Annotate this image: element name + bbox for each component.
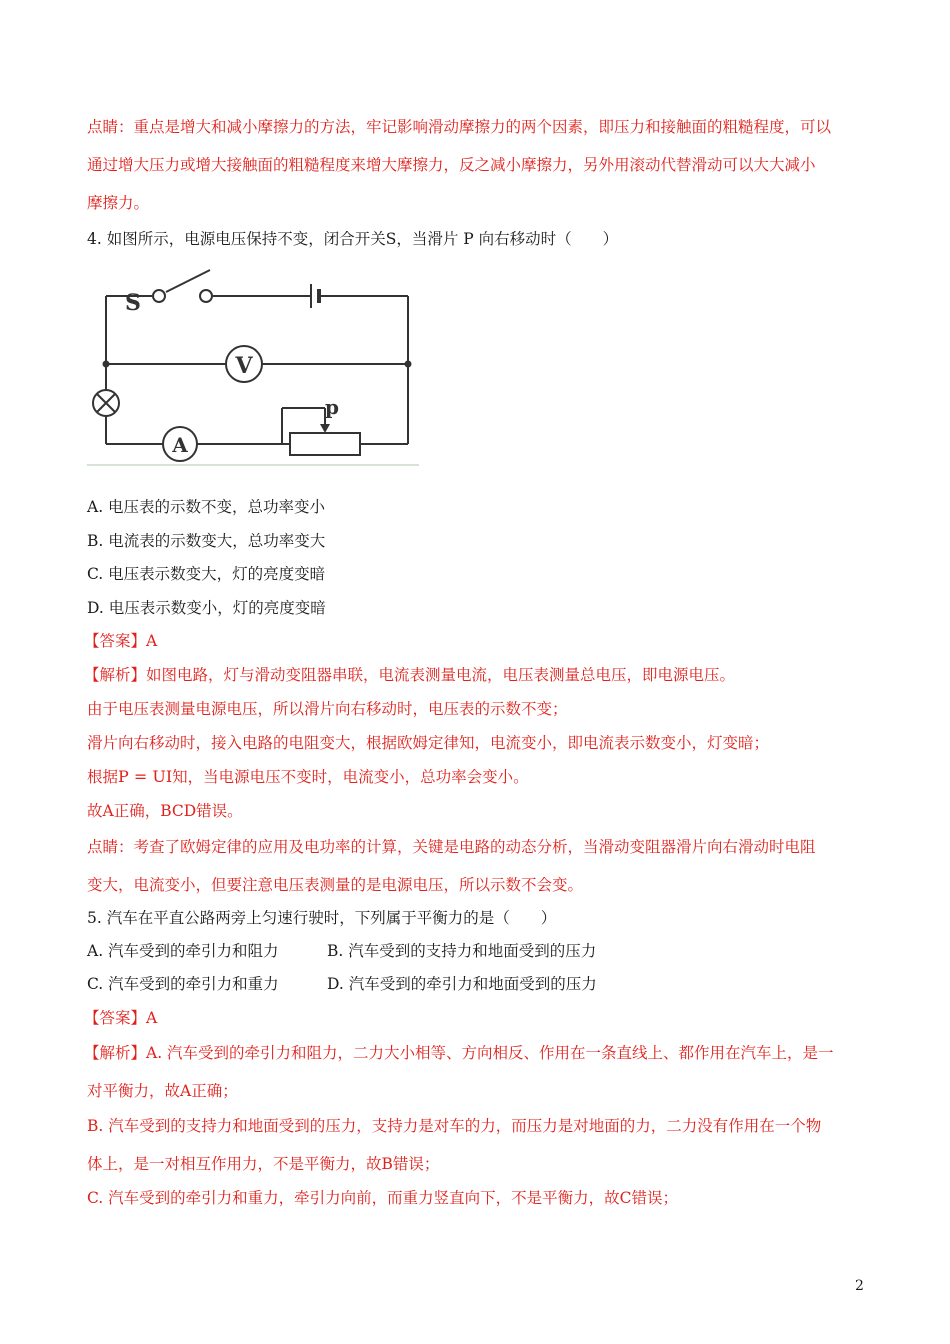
junction-dot-left xyxy=(103,361,110,368)
q4-analysis-line-3: 滑片向右移动时，接入电路的电阻变大，根据欧姆定律知，电流变小，即电流表示数变小，灯变暗； xyxy=(87,734,770,752)
q4-conclusion: 故A正确，BCD错误。 xyxy=(87,802,243,820)
q5-analysis-line-3: B. 汽车受到的支持力和地面受到的压力，支持力是对车的力，而压力是对地面的力，二力没有作用在一个物 xyxy=(87,1117,822,1135)
q4-tip-line-2: 变大，电流变小，但要注意电压表测量的是电源电压，所以示数不会变。 xyxy=(87,876,584,894)
q4-tip-line-1: 点睛：考查了欧姆定律的应用及电功率的计算，关键是电路的动态分析，当滑动变阻器滑片向右滑动时电阻 xyxy=(87,838,816,856)
slider-label: p xyxy=(325,395,339,419)
q5-option-d: D. 汽车受到的牵引力和地面受到的压力 xyxy=(327,975,597,993)
q5-analysis-line-4: 体上，是一对相互作用力，不是平衡力，故B错误； xyxy=(87,1155,440,1173)
q5-analysis-line-2: 对平衡力，故A正确； xyxy=(87,1082,238,1100)
switch-contact-right xyxy=(200,290,212,302)
junction-dot-right xyxy=(405,361,412,368)
switch-label: S xyxy=(125,290,141,316)
formula-suffix: 知，当电源电压不变时，电流变小，总功率会变小。 xyxy=(172,768,529,786)
q5-stem: 5. 汽车在平直公路两旁上匀速行驶时，下列属于平衡力的是（ ） xyxy=(87,909,557,927)
q5-analysis-line-5: C. 汽车受到的牵引力和重力，牵引力向前，而重力竖直向下，不是平衡力，故C错误； xyxy=(87,1189,679,1207)
q4-answer: 【答案】A xyxy=(84,632,158,650)
q4-analysis-line-2: 由于电压表测量电源电压，所以滑片向右移动时，电压表的示数不变； xyxy=(87,700,568,718)
q5-analysis-line-1: 【解析】A. 汽车受到的牵引力和阻力，二力大小相等、方向相反、作用在一条直线上、都作用在汽车上，是一 xyxy=(84,1044,834,1062)
ammeter-label: A xyxy=(172,433,188,457)
q4-stem: 4. 如图所示，电源电压保持不变，闭合开关S，当滑片 P 向右移动时（ ） xyxy=(87,230,619,248)
q5-option-b: B. 汽车受到的支持力和地面受到的压力 xyxy=(327,942,597,960)
q4-option-a: A. 电压表的示数不变，总功率变小 xyxy=(87,498,326,516)
tip-q3-line-1: 点睛：重点是增大和减小摩擦力的方法，牢记影响滑动摩擦力的两个因素，即压力和接触面的粗糙程度，可以 xyxy=(87,118,832,136)
tip-q3-line-3: 摩擦力。 xyxy=(87,194,150,212)
q4-analysis-line-1: 【解析】如图电路，灯与滑动变阻器串联，电流表测量电流，电压表测量总电压，即电源电压。 xyxy=(84,666,736,684)
q4-option-d: D. 电压表示数变小，灯的亮度变暗 xyxy=(87,599,326,617)
battery-icon xyxy=(311,284,319,308)
q5-option-a: A. 汽车受到的牵引力和阻力 xyxy=(87,942,279,960)
q4-option-b: B. 电流表的示数变大，总功率变大 xyxy=(87,532,326,550)
power-formula: P = UI xyxy=(118,767,173,786)
formula-prefix: 根据 xyxy=(87,768,119,786)
q4-analysis-line-4 xyxy=(87,766,529,788)
lamp-icon xyxy=(93,390,119,416)
circuit-diagram xyxy=(87,256,423,470)
rheostat-icon xyxy=(290,433,360,455)
slider-arrow-icon xyxy=(320,424,330,433)
q5-option-c: C. 汽车受到的牵引力和重力 xyxy=(87,975,279,993)
voltmeter-label: V xyxy=(235,353,253,379)
page-number: 2 xyxy=(855,1278,864,1294)
q4-option-c: C. 电压表示数变大，灯的亮度变暗 xyxy=(87,565,326,583)
q5-answer: 【答案】A xyxy=(84,1009,158,1027)
tip-q3-line-2: 通过增大压力或增大接触面的粗糙程度来增大摩擦力，反之减小摩擦力，另外用滚动代替滑动可以大大减小 xyxy=(87,156,816,174)
switch-contact-left xyxy=(153,290,165,302)
